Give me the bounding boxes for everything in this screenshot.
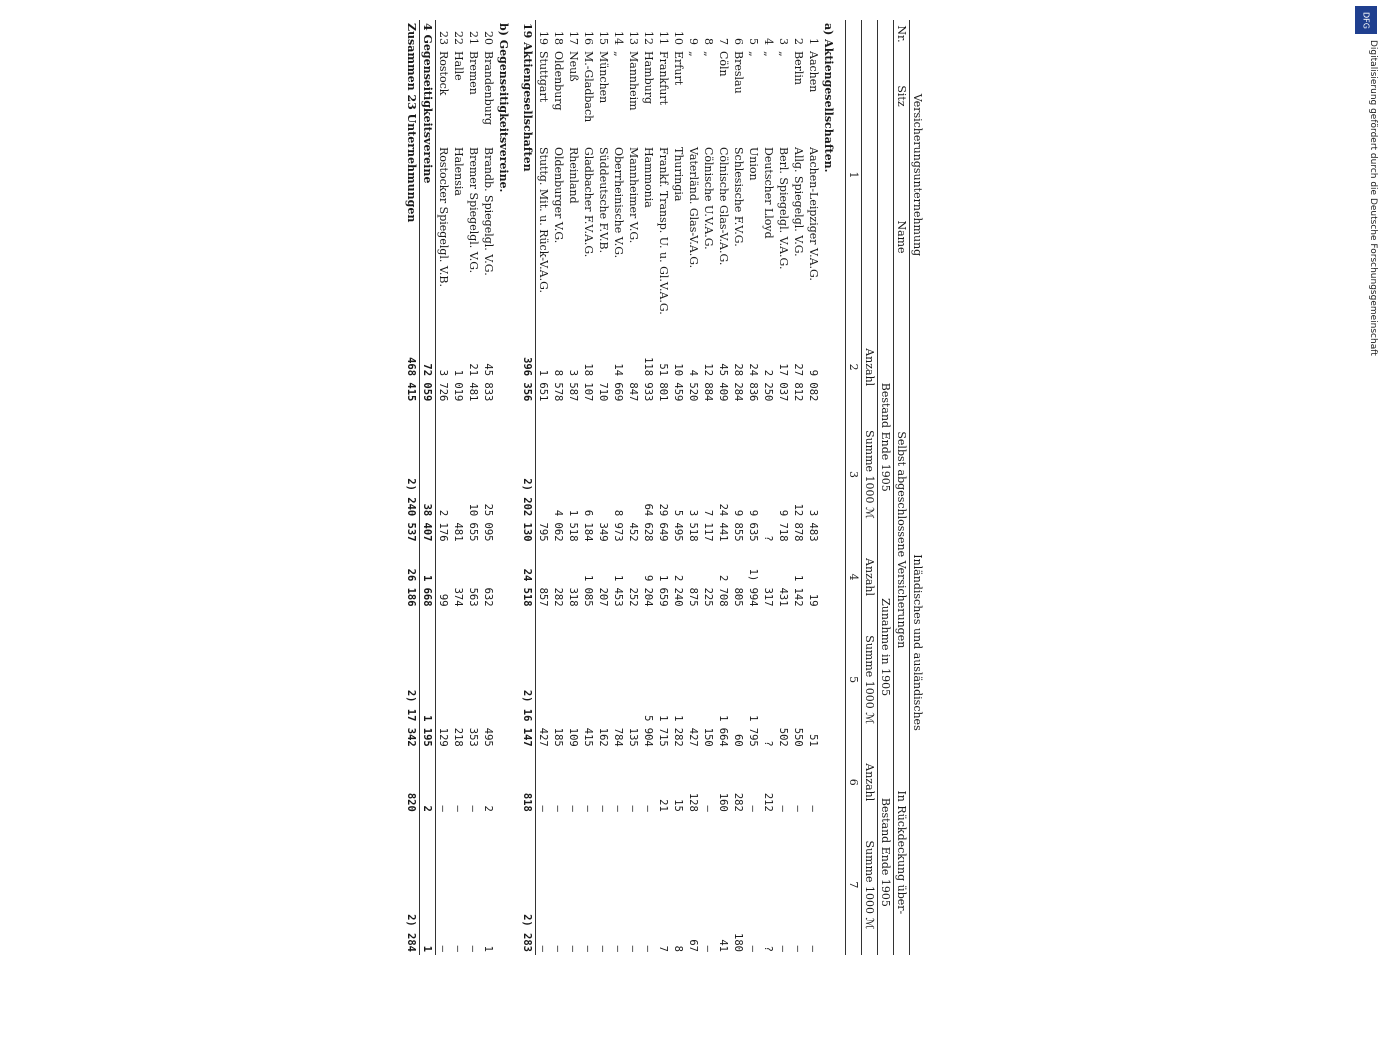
table-row xyxy=(536,20,552,955)
header-rueck: In Rückdeckung über- xyxy=(894,750,910,955)
row-nr: 23 xyxy=(437,31,450,45)
row-c6: — xyxy=(747,805,760,812)
row-c6: 282 xyxy=(732,792,745,812)
row-name: Union xyxy=(747,147,760,181)
row-c3: 9 855 xyxy=(732,509,745,542)
row-name: Aachen-Leipziger V.A.G. xyxy=(807,147,820,281)
row-c5: 495 xyxy=(482,727,495,747)
row-nr: 16 xyxy=(582,31,595,45)
row-sitz: „ xyxy=(687,51,700,57)
row-c6: — xyxy=(702,805,715,812)
header-unternehmung: Versicherungsunternehmung xyxy=(910,20,926,330)
row-sitz: „ xyxy=(777,51,790,57)
table-row xyxy=(761,20,776,955)
row-c4: 1 085 xyxy=(582,574,595,607)
row-c7: — xyxy=(777,945,790,952)
row-c4: 1) 994 xyxy=(747,568,760,607)
row-c6: — xyxy=(807,805,820,812)
table-row xyxy=(656,20,671,955)
table-row xyxy=(611,20,626,955)
table-row xyxy=(451,20,466,955)
row-nr: 15 xyxy=(597,31,610,45)
row-nr: 22 xyxy=(452,31,465,45)
row-c2: 710 xyxy=(597,382,610,402)
row-sitz: Neuß xyxy=(567,51,580,82)
row-c7: 180 xyxy=(732,933,745,952)
row-c4: 207 xyxy=(597,587,610,607)
row-nr: 7 xyxy=(717,38,730,45)
row-c5: ? xyxy=(762,740,775,747)
row-name: Süddeutsche F.V.B. xyxy=(597,147,610,254)
row-c6: — xyxy=(552,805,565,812)
row-sitz: München xyxy=(597,51,610,104)
row-c6: — xyxy=(597,805,610,812)
row-sitz: Cöln xyxy=(717,51,730,77)
row-c7: — xyxy=(552,945,565,952)
table-row xyxy=(436,20,452,955)
row-c3: 349 xyxy=(597,522,610,542)
row-nr: 6 xyxy=(732,38,745,45)
table-row xyxy=(806,20,821,955)
row-c3: 795 xyxy=(537,522,550,542)
row-name: Schlesische F.V.G. xyxy=(732,147,745,247)
row-c6: — xyxy=(537,805,550,812)
header-sitz: Sitz xyxy=(894,48,910,144)
row-c2: 17 037 xyxy=(777,363,790,402)
row-c6: — xyxy=(792,805,805,812)
row-c5: 185 xyxy=(552,727,565,747)
row-c5: 1 664 xyxy=(717,715,730,747)
row-c2: 8 578 xyxy=(552,369,565,402)
row-c6: 160 xyxy=(717,792,730,812)
row-sitz: M.-Gladbach xyxy=(582,51,595,123)
total-c3: 2) 202 130 xyxy=(520,404,536,544)
row-sitz: Oldenburg xyxy=(552,51,565,111)
row-c2: 21 481 xyxy=(467,363,480,402)
row-nr: 4 xyxy=(762,38,775,45)
row-c6: 15 xyxy=(672,799,685,812)
row-c7: — xyxy=(627,945,640,952)
total-c4: 1 668 xyxy=(420,545,436,610)
row-c2: 847 xyxy=(627,382,640,402)
row-c5: 502 xyxy=(777,727,790,747)
table-row xyxy=(581,20,596,955)
header-rueck-bestand: Bestand Ende 1905 xyxy=(878,750,894,955)
row-c2: 12 884 xyxy=(702,363,715,402)
row-c6: — xyxy=(582,805,595,812)
row-c2: 9 082 xyxy=(807,369,820,402)
row-c4: 1 453 xyxy=(612,574,625,607)
row-c4: 805 xyxy=(732,587,745,607)
row-c2: 118 933 xyxy=(642,357,655,402)
row-c4: 563 xyxy=(467,587,480,607)
row-name: Allg. Spiegelgl. V.G. xyxy=(792,147,805,257)
row-c3: 8 973 xyxy=(612,509,625,542)
row-name: Oldenburger V.G. xyxy=(552,147,565,244)
row-c2: 18 107 xyxy=(582,363,595,402)
header-anzahl: Anzahl xyxy=(862,545,878,610)
row-sitz: Frankfurt xyxy=(657,51,670,106)
row-c5: 150 xyxy=(702,727,715,747)
row-name: Brandb. Spiegelgl. V.G. xyxy=(482,147,495,276)
row-c4: 431 xyxy=(777,587,790,607)
row-c6: — xyxy=(452,805,465,812)
row-c4: 318 xyxy=(567,587,580,607)
row-c5: 129 xyxy=(437,727,450,747)
row-name: Thuringia xyxy=(672,147,685,202)
dfg-logo-icon: DFG xyxy=(1355,6,1377,34)
header-nr: Nr. xyxy=(894,20,910,48)
row-c7: — xyxy=(612,945,625,952)
row-c2: 1 019 xyxy=(452,369,465,402)
row-c2: 27 812 xyxy=(792,363,805,402)
row-c4: 374 xyxy=(452,587,465,607)
row-c2: 14 669 xyxy=(612,363,625,402)
row-nr: 17 xyxy=(567,31,580,45)
row-c5: 218 xyxy=(452,727,465,747)
row-name: Bremer Spiegelgl. V.G. xyxy=(467,147,480,274)
row-c4: 252 xyxy=(627,587,640,607)
insurance-table xyxy=(404,20,925,955)
row-c4: 19 xyxy=(807,593,820,607)
row-nr: 10 xyxy=(672,31,685,45)
row-name: Vaterländ. Glas-V.A.G. xyxy=(687,147,700,269)
row-sitz: Brandenburg xyxy=(482,51,495,126)
row-c6: — xyxy=(777,805,790,812)
row-c5: 353 xyxy=(467,727,480,747)
row-c5: 415 xyxy=(582,727,595,747)
row-c3: 4 062 xyxy=(552,509,565,542)
row-c4: 2 240 xyxy=(672,574,685,607)
table-row xyxy=(596,20,611,955)
row-c5: 1 795 xyxy=(747,715,760,747)
row-c6: — xyxy=(437,805,450,812)
row-c5: 51 xyxy=(807,734,820,747)
row-c3: 1 518 xyxy=(567,509,580,542)
colnum-5: 5 xyxy=(846,610,862,750)
total-c5: 2) 16 147 xyxy=(520,610,536,750)
colnum-4: 4 xyxy=(846,545,862,610)
row-c2: 3 587 xyxy=(567,369,580,402)
total-c2: 72 059 xyxy=(420,330,436,404)
row-c3: 25 095 xyxy=(482,503,495,542)
row-sitz: Breslau xyxy=(732,51,745,94)
row-c3: 10 655 xyxy=(467,503,480,542)
row-nr: 14 xyxy=(612,31,625,45)
row-c5: 550 xyxy=(792,727,805,747)
row-c3: 29 649 xyxy=(657,503,670,542)
header-anzahl: Anzahl xyxy=(862,750,878,815)
grand-total-row xyxy=(404,20,420,955)
row-c4: 875 xyxy=(687,587,700,607)
grand-total-c4: 26 186 xyxy=(404,545,420,610)
row-c3: 2 176 xyxy=(437,509,450,542)
row-c5: 427 xyxy=(537,727,550,747)
row-sitz: Rostock xyxy=(437,51,450,96)
row-c2: 24 836 xyxy=(747,363,760,402)
row-c4: 632 xyxy=(482,587,495,607)
row-c4: 1 142 xyxy=(792,574,805,607)
row-nr: 12 xyxy=(642,31,655,45)
row-c7: 7 xyxy=(657,945,670,952)
section-row xyxy=(496,20,520,955)
row-c3: 9 718 xyxy=(777,509,790,542)
row-c2: 4 520 xyxy=(687,369,700,402)
row-c7: — xyxy=(807,945,820,952)
row-c7: — xyxy=(467,945,480,952)
section-title: a) Aktiengesellschaften. xyxy=(822,23,835,173)
row-c6: — xyxy=(467,805,480,812)
header-bestand-1905: Bestand Ende 1905 xyxy=(878,330,894,545)
total-c7: 1 xyxy=(420,815,436,955)
row-nr: 9 xyxy=(687,38,700,45)
table-row xyxy=(686,20,701,955)
row-c4: 857 xyxy=(537,587,550,607)
row-sitz: Erfurt xyxy=(672,51,685,86)
table-row xyxy=(791,20,806,955)
row-sitz: Mannheim xyxy=(627,51,640,111)
total-c7: 2) 283 xyxy=(520,815,536,955)
row-sitz: Stuttgart xyxy=(537,51,550,103)
colnum-6: 6 xyxy=(846,750,862,815)
row-nr: 3 xyxy=(777,38,790,45)
row-name: Cölnische U.V.A.G. xyxy=(702,147,715,250)
header-anzahl: Anzahl xyxy=(862,330,878,404)
row-name: Berl. Spiegelgl. V.A.G. xyxy=(777,147,790,270)
row-c5: 135 xyxy=(627,727,640,747)
row-nr: 18 xyxy=(552,31,565,45)
row-c6: — xyxy=(627,805,640,812)
total-row xyxy=(520,20,536,955)
row-c5: 5 904 xyxy=(642,715,655,747)
grand-total-c2: 468 415 xyxy=(404,330,420,404)
row-name: Mannheimer V.G. xyxy=(627,147,640,244)
row-c3: 24 441 xyxy=(717,503,730,542)
row-c3: 7 117 xyxy=(702,509,715,542)
row-sitz: „ xyxy=(702,51,715,57)
row-c7: — xyxy=(702,945,715,952)
row-c4: 282 xyxy=(552,587,565,607)
row-nr: 19 xyxy=(537,31,550,45)
total-c6: 2 xyxy=(420,750,436,815)
colnum-2: 2 xyxy=(846,330,862,404)
total-c2: 396 356 xyxy=(520,330,536,404)
row-c7: — xyxy=(597,945,610,952)
row-nr: 11 xyxy=(657,31,670,45)
row-c3: 481 xyxy=(452,522,465,542)
total-c5: 1 195 xyxy=(420,610,436,750)
row-c3: 9 635 xyxy=(747,509,760,542)
table-row xyxy=(626,20,641,955)
row-c2: 3 726 xyxy=(437,369,450,402)
table-row xyxy=(716,20,731,955)
row-sitz: Halle xyxy=(452,51,465,81)
row-c7: ? xyxy=(762,945,775,952)
row-c7: — xyxy=(567,945,580,952)
row-c5: 60 xyxy=(732,734,745,747)
header-summe: Summe 1000 ℳ xyxy=(862,815,878,955)
table-row xyxy=(746,20,761,955)
row-name: Hammonia xyxy=(642,147,655,208)
table-row xyxy=(551,20,566,955)
grand-total-c7: 2) 284 xyxy=(404,815,420,955)
row-name: Deutscher Lloyd xyxy=(762,147,775,239)
row-c6: — xyxy=(567,805,580,812)
colnum-3: 3 xyxy=(846,404,862,544)
row-c3: 3 483 xyxy=(807,509,820,542)
row-c4: 9 204 xyxy=(642,574,655,607)
total-row xyxy=(420,20,436,955)
row-c7: 1 xyxy=(482,945,495,952)
row-c4: 317 xyxy=(762,587,775,607)
row-sitz: „ xyxy=(747,51,760,57)
row-c2: 28 284 xyxy=(732,363,745,402)
row-sitz: Aachen xyxy=(807,51,820,93)
row-name: Rostocker Spiegelgl. V.B. xyxy=(437,147,450,288)
row-name: Frankf. Transp. U. u. Gl.V.A.G. xyxy=(657,147,670,315)
row-c4: 99 xyxy=(437,593,450,607)
header-summe: Summe 1000 ℳ xyxy=(862,610,878,750)
total-c6: 818 xyxy=(520,750,536,815)
row-c7: — xyxy=(582,945,595,952)
row-c3: 3 518 xyxy=(687,509,700,542)
total-c3: 38 407 xyxy=(420,404,436,544)
row-nr: 20 xyxy=(482,31,495,45)
row-name: Cölnische Glas-V.A.G. xyxy=(717,147,730,266)
row-c3: ? xyxy=(762,535,775,542)
header-zunahme: Zunahme in 1905 xyxy=(878,545,894,750)
row-c3: 452 xyxy=(627,522,640,542)
row-c3: 64 628 xyxy=(642,503,655,542)
digitization-note: Digitalisierung gefördert durch die Deutsche Forschungsgemeinschaft xyxy=(1368,40,1378,356)
row-c4: 225 xyxy=(702,587,715,607)
row-c5: 1 715 xyxy=(657,715,670,747)
row-c3: 6 184 xyxy=(582,509,595,542)
grand-total-c6: 820 xyxy=(404,750,420,815)
header-name: Name xyxy=(894,144,910,330)
row-c7: 41 xyxy=(717,939,730,952)
row-c7: — xyxy=(452,945,465,952)
row-c4: 1 659 xyxy=(657,574,670,607)
table-row xyxy=(481,20,496,955)
row-c2: 51 801 xyxy=(657,363,670,402)
row-c7: — xyxy=(437,945,450,952)
row-c5: 1 282 xyxy=(672,715,685,747)
row-c2: 1 651 xyxy=(537,369,550,402)
row-c7: — xyxy=(642,945,655,952)
table-row xyxy=(641,20,656,955)
table-row xyxy=(466,20,481,955)
row-name: Stuttg. Mit. u. Rück-V.A.G. xyxy=(537,147,550,293)
colnum-1: 1 xyxy=(846,20,862,330)
row-c7: — xyxy=(792,945,805,952)
row-c2: 10 459 xyxy=(672,363,685,402)
row-name: Gladbacher F.V.A.G. xyxy=(582,147,595,258)
colnum-7: 7 xyxy=(846,815,862,955)
row-c3: 12 878 xyxy=(792,503,805,542)
row-c3: 5 495 xyxy=(672,509,685,542)
row-c2: 45 833 xyxy=(482,363,495,402)
row-name: Oberrheinische V.G. xyxy=(612,147,625,259)
row-c5: 109 xyxy=(567,727,580,747)
row-name: Rheinland xyxy=(567,147,580,204)
row-c6: — xyxy=(612,805,625,812)
row-sitz: „ xyxy=(762,51,775,57)
table-row xyxy=(731,20,746,955)
row-c6: 128 xyxy=(687,792,700,812)
row-sitz: Berlin xyxy=(792,51,805,85)
row-c2: 45 409 xyxy=(717,363,730,402)
row-sitz: „ xyxy=(612,51,625,57)
grand-total-c5: 2) 17 342 xyxy=(404,610,420,750)
header-selbst: Selbst abgeschlossene Versicherungen xyxy=(894,330,910,750)
row-nr: 8 xyxy=(702,38,715,45)
grand-total-label: Zusammen 23 Unternehmungen xyxy=(404,20,420,330)
grand-total-c3: 2) 240 537 xyxy=(404,404,420,544)
row-sitz: Hamburg xyxy=(642,51,655,105)
row-c7: 67 xyxy=(687,939,700,952)
row-c2: 2 250 xyxy=(762,369,775,402)
table-row xyxy=(566,20,581,955)
section-row xyxy=(821,20,846,955)
row-c7: — xyxy=(747,945,760,952)
header-summe: Summe 1000 ℳ xyxy=(862,404,878,544)
row-nr: 13 xyxy=(627,31,640,45)
row-nr: 1 xyxy=(807,38,820,45)
header-inlaendisch: Inländisches und ausländisches xyxy=(910,330,926,955)
row-c7: 8 xyxy=(672,945,685,952)
table-row xyxy=(671,20,686,955)
row-sitz: Bremen xyxy=(467,51,480,95)
row-name: Halensia xyxy=(452,147,465,196)
total-label: 19 Aktiengesellschaften xyxy=(520,20,536,330)
total-label: 4 Gegenseitigkeitsvereine xyxy=(420,20,436,330)
row-c5: 784 xyxy=(612,727,625,747)
total-c4: 24 518 xyxy=(520,545,536,610)
row-c6: 2 xyxy=(482,805,495,812)
row-c5: 427 xyxy=(687,727,700,747)
row-c4: 2 708 xyxy=(717,574,730,607)
row-c6: 212 xyxy=(762,792,775,812)
row-nr: 5 xyxy=(747,38,760,45)
row-nr: 2 xyxy=(792,38,805,45)
row-c7: — xyxy=(537,945,550,952)
table-row xyxy=(701,20,716,955)
row-nr: 21 xyxy=(467,31,480,45)
section-title: b) Gegenseitigkeitsvereine. xyxy=(497,23,510,193)
row-c6: 21 xyxy=(657,799,670,812)
row-c5: 162 xyxy=(597,727,610,747)
row-c6: — xyxy=(642,805,655,812)
table-row xyxy=(776,20,791,955)
